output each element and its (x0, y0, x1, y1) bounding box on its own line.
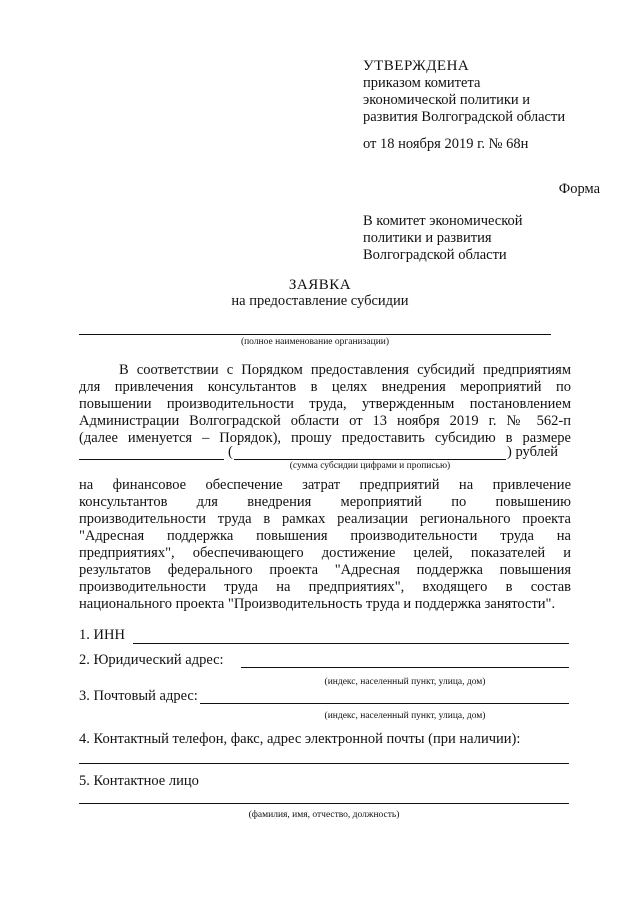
para2-line-1: на финансовое обеспечение затрат предприятий на привлечение (79, 477, 571, 493)
approval-date: от 18 ноября 2019 г. № 68н (363, 136, 529, 152)
amount-close-label: ) рублей (507, 444, 559, 460)
para2-line-6: результатов федерального проекта "Адресная поддержка повышения (79, 562, 571, 578)
para1-line-4: Администрации Волгоградской области от 13 ноября 2019 г. № 562-п (79, 413, 571, 429)
amount-words-line[interactable] (234, 459, 506, 460)
legal-address-hint: (индекс, населенный пункт, улица, дом) (324, 677, 486, 687)
contact-person-hint: (фамилия, имя, отчество, должность) (248, 810, 400, 820)
amount-open-paren: ( (228, 444, 233, 460)
postal-address-label: 3. Почтовый адрес: (79, 688, 198, 704)
addressee-line-2: политики и развития (363, 230, 492, 246)
form-label: Форма (558, 181, 600, 197)
body-paragraph-2 (79, 477, 571, 613)
contacts-label: 4. Контактный телефон, факс, адрес электронной почты (при наличии): (79, 731, 521, 747)
approval-line-3: развития Волгоградской области (363, 109, 566, 125)
inn-input-line[interactable] (133, 643, 569, 644)
approval-line-1: приказом комитета (363, 75, 481, 91)
para1-line-1: В соответствии с Порядком предоставления субсидий предприятиям (119, 362, 571, 378)
document-subtitle: на предоставление субсидии (231, 293, 409, 309)
para1-line-3: повышении производительности труда, утвержденным постановлением (79, 396, 571, 412)
approval-heading: УТВЕРЖДЕНА (363, 58, 470, 74)
para1-line-5: (далее именуется – Порядок), прошу предоставить субсидию в размере (79, 430, 571, 446)
amount-hint: (сумма субсидии цифрами и прописью) (289, 461, 451, 471)
addressee-block (363, 213, 523, 264)
addressee-line-1: В комитет экономической (363, 213, 523, 229)
org-name-hint: (полное наименование организации) (240, 337, 390, 347)
para2-line-2: консультантов для внедрения мероприятий по повышению (79, 494, 571, 510)
contact-person-input-line[interactable] (79, 803, 569, 804)
addressee-line-3: Волгоградской области (363, 247, 507, 263)
body-paragraph-1 (79, 362, 571, 447)
legal-address-label: 2. Юридический адрес: (79, 652, 224, 668)
para2-line-4: "Адресная поддержка повышения производительности труда на (79, 528, 571, 544)
para1-line-2: для привлечения консультантов в целях внедрения мероприятий по (79, 379, 571, 395)
postal-address-input-line[interactable] (200, 703, 569, 704)
para2-line-8: национального проекта "Производительность труда и поддержка занятости". (79, 596, 556, 612)
approval-block (363, 58, 565, 153)
legal-address-input-line[interactable] (241, 667, 569, 668)
postal-address-hint: (индекс, населенный пункт, улица, дом) (324, 711, 486, 721)
org-name-line[interactable] (79, 334, 551, 335)
para2-line-3: производительности труда в рамках реализации регионального проекта (79, 511, 571, 527)
approval-line-2: экономической политики и (363, 92, 531, 108)
contacts-input-line[interactable] (79, 763, 569, 764)
para2-line-7: производительности труда на предприятиях", входящего в состав (79, 579, 571, 595)
document-title: ЗАЯВКА (288, 277, 352, 293)
contact-person-label: 5. Контактное лицо (79, 773, 199, 789)
inn-label: 1. ИНН (79, 627, 125, 643)
amount-figures-line[interactable] (79, 459, 224, 460)
para2-line-5: предприятиях", обеспечивающего достижение целей, показателей и (79, 545, 571, 561)
